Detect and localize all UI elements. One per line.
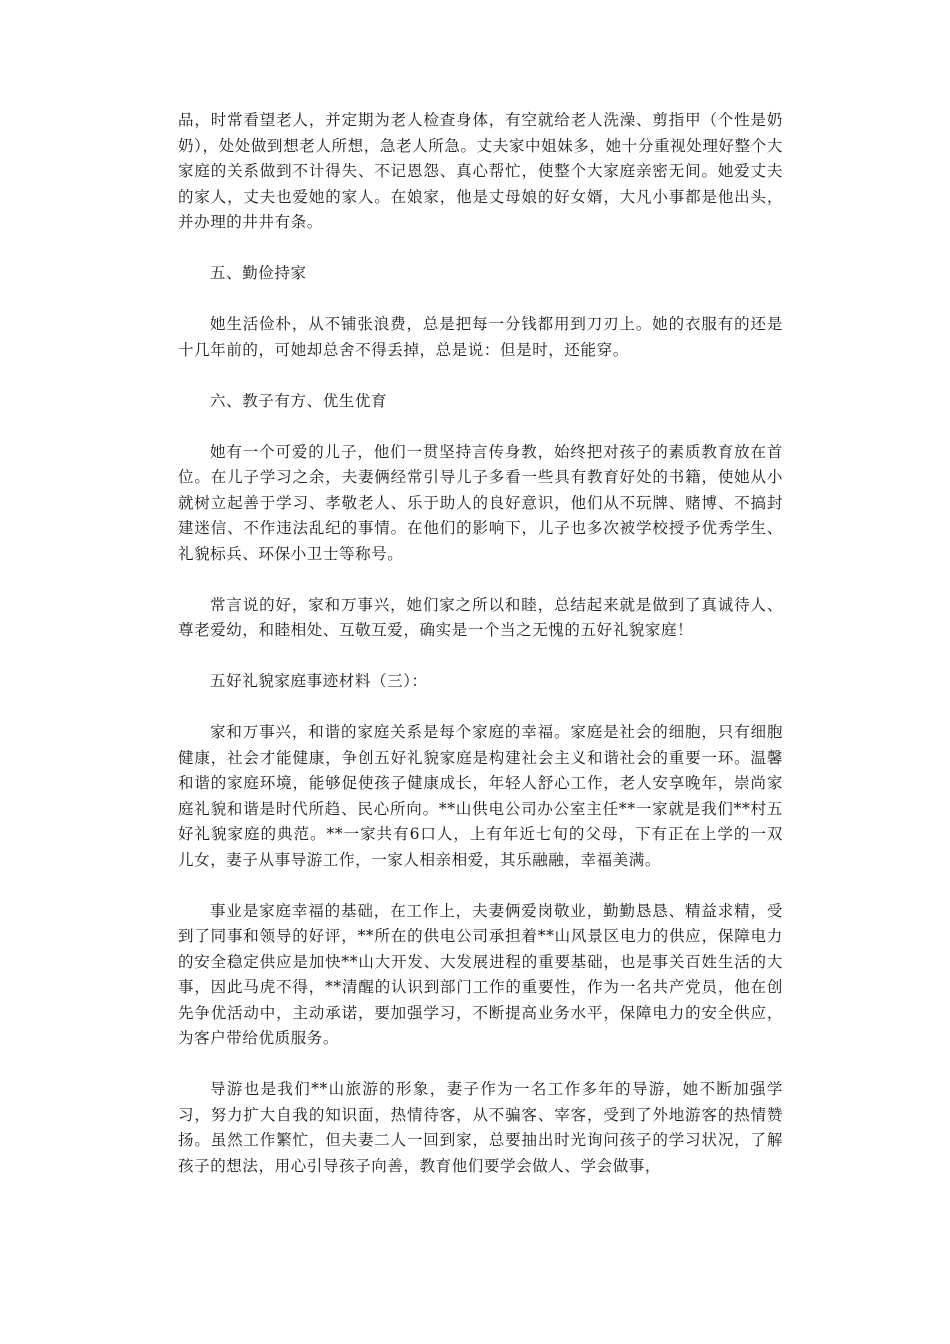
paragraph-education: 她有一个可爱的儿子，他们一贯坚持言传身教，始终把对孩子的素质教育放在首位。在儿子学习之余，夫妻俩经常引导儿子多看一些具有教育好处的书籍，使她从小就树立起善于学习、孝敬老人、乐于助人的良好意识，他们从不玩牌、赌博、不搞封建迷信、不作违法乱纪的事情。在他们的影响下，儿子也多次被学校授予优秀学生、礼貌标兵、环保小卫士等称号。 xyxy=(178,442,783,563)
paragraph-family-harmony: 家和万事兴，和谐的家庭关系是每个家庭的幸福。家庭是社会的细胞，只有细胞健康，社会才能健康，争创五好礼貌家庭是构建社会主义和谐社会的重要一环。温馨和谐的家庭环境，能够促使孩子健康成长，年轻人舒心工作，老人安享晚年，崇尚家庭礼貌和谐是时代所趋、民心所向。**山供电公司办公室主任**一家就是我们**村五好礼貌家庭的典范。**一家共有6口人，上有年近七旬的父母，下有正在上学的一双儿女，妻子从事导游工作，一家人相亲相爱，其乐融融，幸福美满。 xyxy=(178,723,783,869)
paragraph-continued: 品，时常看望老人，并定期为老人检查身体，有空就给老人洗澡、剪指甲（个性是奶奶），处处做到想老人所想，急老人所急。丈夫家中姐妹多，她十分重视处理好整个大家庭的关系做到不计得失、不记恩怨、真心帮忙，使整个大家庭亲密无间。她爱丈夫的家人，丈夫也爱她的家人。在娘家，他是丈母娘的好女婿，大凡小事都是他出头，并办理的井井有条。 xyxy=(178,111,783,231)
paragraph-career: 事业是家庭幸福的基础，在工作上，夫妻俩爱岗敬业，勤勤恳恳、精益求精，受到了同事和领导的好评，**所在的供电公司承担着**山风景区电力的供应，保障电力的安全稳定供应是加快**山大开发、大发展进程的重要基础，也是事关百姓生活的大事，因此马虎不得，**清醒的认识到部门工作的重要性，作为一名共产党员，他在创先争优活动中，主动承诺，要加强学习，不断提高业务水平，保障电力的安全供应，为客户带给优质服务。 xyxy=(178,901,783,1047)
section-heading-frugal: 五、勤俭持家 xyxy=(210,264,307,282)
paragraph-tour-guide: 导游也是我们**山旅游的形象，妻子作为一名工作多年的导游，她不断加强学习，努力扩大自我的知识面，热情待客，从不骗客、宰客，受到了外地游客的热情赞扬。虽然工作繁忙，但夫妻二人一回到家，总要抽出时光询问孩子的学习状况，了解孩子的想法，用心引导孩子向善，教育他们要学会做人、学会做事， xyxy=(178,1080,783,1175)
section-heading-material-three: 五好礼貌家庭事迹材料（三）： xyxy=(210,672,428,690)
paragraph-summary: 常言说的好，家和万事兴，她们家之所以和睦，总结起来就是做到了真诚待人、尊老爱幼，和睦相处、互敬互爱，确实是一个当之无愧的五好礼貌家庭！ xyxy=(178,595,783,639)
paragraph-frugal: 她生活俭朴，从不铺张浪费，总是把每一分钱都用到刀刃上。她的衣服有的还是十几年前的，可她却总舍不得丢掉，总是说：但是时，还能穿。 xyxy=(178,315,783,359)
document-body xyxy=(178,108,783,1179)
section-heading-education: 六、教子有方、优生优育 xyxy=(210,391,388,410)
